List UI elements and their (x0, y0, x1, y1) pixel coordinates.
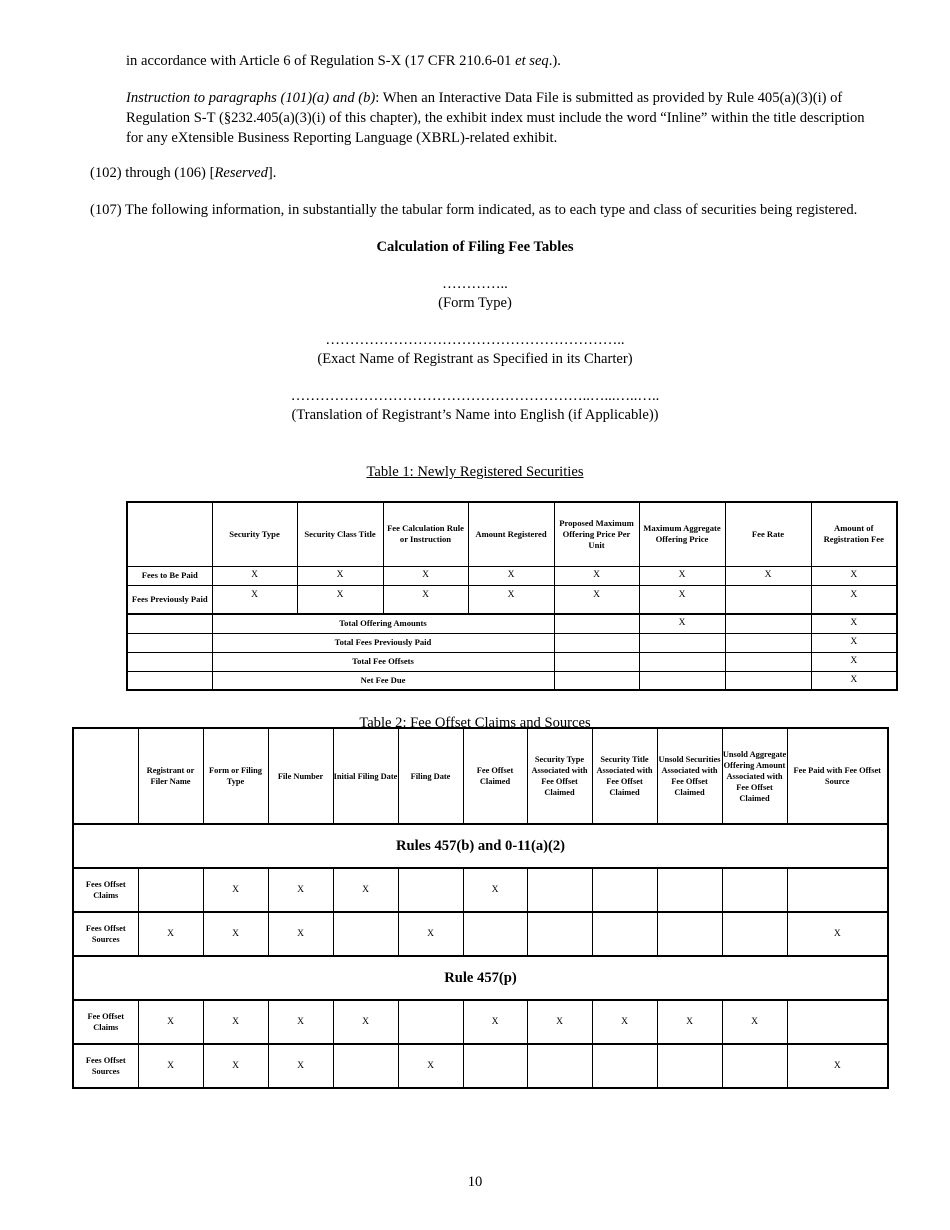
table2-header-cell: Unsold Aggregate Offering Amount Associated with Fee Offset Claimed (722, 728, 787, 824)
paragraph-instruction (126, 88, 896, 148)
translation-dots: ……………………………………………………..…...…..….. (290, 388, 660, 404)
table2-row-label: Fees Offset Sources (73, 912, 138, 956)
table1-cell: X (639, 566, 725, 585)
table2-cell (592, 912, 657, 956)
instruction-line-2: Regulation S-T (§232.405(a)(3)(i) of this chapter), the exhibit index must include the word “Inline” within the title description (126, 110, 865, 126)
form-type-dots: ………….. (442, 276, 508, 292)
table2-cell: X (657, 1000, 722, 1044)
table2-row (73, 1000, 888, 1044)
table1-title: Table 1: Newly Registered Securities (366, 464, 584, 480)
table2-header-cell: Security Title Associated with Fee Offset Claimed (592, 728, 657, 824)
table1-cell (639, 671, 725, 690)
table1-cell: X (725, 566, 811, 585)
table2-cell (138, 868, 203, 912)
instruction-label: Instruction to paragraphs (101)(a) and (b) (126, 90, 376, 106)
table1-cell: X (811, 633, 897, 652)
table2-cell (463, 1044, 527, 1088)
table2-cell (527, 912, 592, 956)
table1-total-row (127, 633, 897, 652)
table2-cell: X (787, 1044, 888, 1088)
instruction-line-3: for any eXtensible Business Reporting Language (XBRL)-related exhibit. (126, 130, 558, 146)
table2-cell: X (268, 1000, 333, 1044)
table1-blank-cell (127, 652, 212, 671)
table1-cell (725, 633, 811, 652)
table1-cell: X (468, 566, 554, 585)
table2-header-cell: Form or Filing Type (203, 728, 268, 824)
section-title-rule-457p: Rule 457(p) (73, 956, 888, 1000)
table2-header-cell: File Number (268, 728, 333, 824)
table2-cell: X (592, 1000, 657, 1044)
table2-cell (657, 868, 722, 912)
paragraph-italic: et seq (515, 53, 549, 69)
table2-cell: X (722, 1000, 787, 1044)
table2-cell (333, 1044, 398, 1088)
table1-cell (554, 633, 639, 652)
registrant-name-dots: …………………………………………………….. (325, 332, 625, 348)
table1-header-cell: Fee Rate (725, 502, 811, 566)
page-heading: Calculation of Filing Fee Tables (376, 239, 574, 255)
table1-total-row (127, 614, 897, 633)
table1-cell: X (811, 585, 897, 614)
newly-registered-securities-table (126, 501, 898, 691)
table2-cell (592, 1044, 657, 1088)
paragraph-end: ]. (267, 165, 277, 181)
table1-corner-cell (127, 502, 212, 566)
table2-header-row (73, 728, 888, 824)
table1-blank-cell (127, 633, 212, 652)
table1-total-label: Total Fees Previously Paid (212, 633, 554, 652)
table2-cell: X (138, 1044, 203, 1088)
table2-row-label: Fees Offset Claims (73, 868, 138, 912)
table2-title: Table 2: Fee Offset Claims and Sources (359, 715, 591, 731)
table1-total-label: Total Fee Offsets (212, 652, 554, 671)
form-type-label: (Form Type) (438, 295, 512, 311)
table2-cell: X (203, 868, 268, 912)
table2-row (73, 912, 888, 956)
table1-cell (725, 614, 811, 633)
table1-cell: X (383, 585, 468, 614)
table2-cell (592, 868, 657, 912)
table2-cell (527, 868, 592, 912)
table2-cell (657, 912, 722, 956)
table2-cell: X (787, 912, 888, 956)
table2-cell: X (203, 912, 268, 956)
table2-corner-cell (73, 728, 138, 824)
instruction-line-1: : When an Interactive Data File is submitted as provided by Rule 405(a)(3)(i) of (375, 90, 843, 106)
table1-cell: X (468, 585, 554, 614)
table1-header-cell: Amount Registered (468, 502, 554, 566)
table1-cell: X (811, 671, 897, 690)
table1-header-row (127, 502, 897, 566)
table1-cell (554, 614, 639, 633)
table1-header-cell: Proposed Maximum Offering Price Per Unit (554, 502, 639, 566)
table2-row-label: Fee Offset Claims (73, 1000, 138, 1044)
table1-cell: X (383, 566, 468, 585)
table1-row (127, 585, 897, 614)
table2-header-cell: Fee Paid with Fee Offset Source (787, 728, 888, 824)
table1-header-cell: Amount of Registration Fee (811, 502, 897, 566)
paragraph-107: (107) The following information, in substantially the tabular form indicated, as to each type and class of securities being registered. (90, 202, 858, 218)
table1-cell: X (212, 585, 297, 614)
table2-cell: X (268, 868, 333, 912)
table2-cell (657, 1044, 722, 1088)
table1-cell (725, 671, 811, 690)
table2-header-cell: Initial Filing Date (333, 728, 398, 824)
table2-row (73, 1044, 888, 1088)
table1-cell: X (212, 566, 297, 585)
table1-row-label: Fees to Be Paid (127, 566, 212, 585)
table2-cell: X (333, 868, 398, 912)
table2-cell: X (333, 1000, 398, 1044)
section-title-rule-457b: Rules 457(b) and 0-11(a)(2) (73, 824, 888, 868)
table1-row-label: Fees Previously Paid (127, 585, 212, 614)
table1-total-row (127, 671, 897, 690)
table1-cell: X (811, 566, 897, 585)
table2-header-cell: Filing Date (398, 728, 463, 824)
table2-section-row (73, 956, 888, 1000)
table1-header-cell: Security Type (212, 502, 297, 566)
table1-blank-cell (127, 671, 212, 690)
table1-cell: X (554, 585, 639, 614)
table1-header-cell: Security Class Title (297, 502, 383, 566)
paragraph-end: .). (548, 53, 561, 69)
table2-cell (398, 868, 463, 912)
table2-cell (722, 868, 787, 912)
table2-cell (398, 1000, 463, 1044)
table1-total-label: Net Fee Due (212, 671, 554, 690)
table2-header-cell: Unsold Securities Associated with Fee Offset Claimed (657, 728, 722, 824)
table2-cell (463, 912, 527, 956)
paragraph-text: (102) through (106) [ (90, 165, 215, 181)
table1-cell (639, 652, 725, 671)
page-number: 10 (467, 1174, 483, 1190)
table1-header-cell: Fee Calculation Rule or Instruction (383, 502, 468, 566)
table2-cell: X (268, 912, 333, 956)
table1-total-row (127, 652, 897, 671)
table2-cell: X (268, 1044, 333, 1088)
table1-cell (554, 652, 639, 671)
table1-cell: X (639, 614, 725, 633)
table2-cell (722, 912, 787, 956)
table1-cell: X (639, 585, 725, 614)
table2-cell: X (398, 1044, 463, 1088)
table2-section-row (73, 824, 888, 868)
table2-cell: X (203, 1044, 268, 1088)
paragraph-italic: Reserved (214, 165, 268, 181)
fee-offset-claims-table (72, 727, 889, 1089)
table2-cell (527, 1044, 592, 1088)
table2-row-label: Fees Offset Sources (73, 1044, 138, 1088)
paragraph-text: in accordance with Article 6 of Regulation S-X (17 CFR 210.6-01 (126, 53, 516, 69)
translation-label: (Translation of Registrant’s Name into English (if Applicable)) (291, 407, 659, 423)
table1-cell (639, 633, 725, 652)
table2-header-cell: Fee Offset Claimed (463, 728, 527, 824)
paragraph-article-6 (126, 51, 561, 71)
table1-cell: X (297, 585, 383, 614)
table1-row (127, 566, 897, 585)
table2-cell: X (398, 912, 463, 956)
table2-cell (787, 868, 888, 912)
paragraph-reserved (90, 163, 276, 183)
table2-cell (722, 1044, 787, 1088)
table1-cell (554, 671, 639, 690)
table2-cell (333, 912, 398, 956)
table1-cell: X (811, 652, 897, 671)
table1-cell: X (554, 566, 639, 585)
table1-cell (725, 585, 811, 614)
table1-cell: X (297, 566, 383, 585)
table2-cell: X (463, 1000, 527, 1044)
table1-blank-cell (127, 614, 212, 633)
table2-cell: X (138, 1000, 203, 1044)
table2-row (73, 868, 888, 912)
table1-header-cell: Maximum Aggregate Offering Price (639, 502, 725, 566)
table2-header-cell: Registrant or Filer Name (138, 728, 203, 824)
table2-cell: X (463, 868, 527, 912)
table2-cell (787, 1000, 888, 1044)
table2-header-cell: Security Type Associated with Fee Offset Claimed (527, 728, 592, 824)
table2-cell: X (527, 1000, 592, 1044)
registrant-name-label: (Exact Name of Registrant as Specified in its Charter) (317, 351, 633, 367)
table1-cell (725, 652, 811, 671)
table1-cell: X (811, 614, 897, 633)
table1-total-label: Total Offering Amounts (212, 614, 554, 633)
table2-cell: X (138, 912, 203, 956)
table2-cell: X (203, 1000, 268, 1044)
